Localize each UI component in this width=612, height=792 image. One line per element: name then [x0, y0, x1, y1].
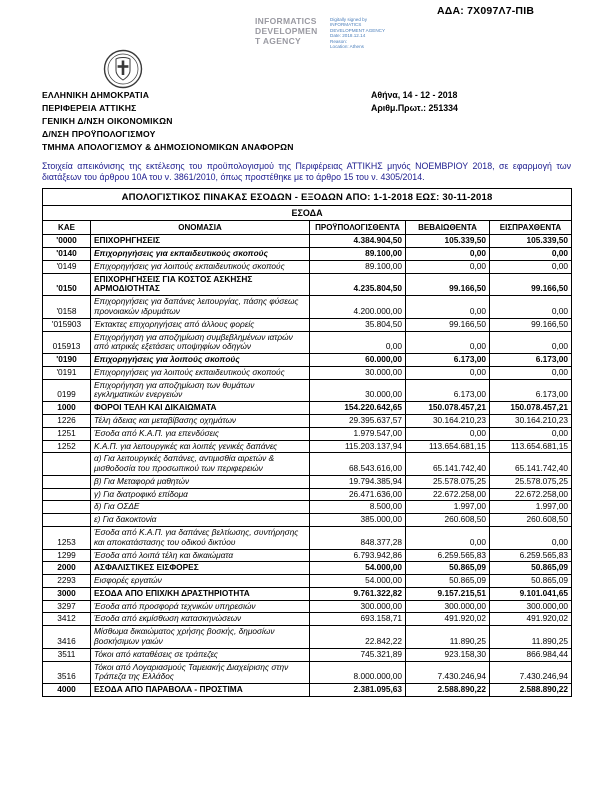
table-body [43, 235, 572, 697]
name-cell: Έσοδα από προσφορά τεχνικών υπηρεσιών [91, 600, 310, 613]
name-cell: Επιχορήγηση για αποζημίωση συμβεβλημένων ιατρών από ιατρικές εξετάσεις υποψηφίων οδηγών [91, 331, 310, 354]
certified-cell: 99.166,50 [406, 273, 490, 296]
table-row [43, 331, 572, 354]
name-cell: Έσοδα από Κ.Α.Π. για δαπάνες βελτίωσης, συντήρησης και αποκατάστασης του οδικού δικτύου [91, 527, 310, 550]
certified-cell: 0,00 [406, 331, 490, 354]
kae-cell: '0190 [43, 354, 91, 367]
certified-cell: 65.141.742,40 [406, 453, 490, 476]
collected-cell: 50.865,09 [490, 575, 572, 588]
issuer-line-directorate: Δ/ΝΣΗ ΠΡΟΫΠΟΛΟΓΙΣΜΟΥ [42, 129, 156, 139]
budgeted-cell: 4.384.904,50 [310, 235, 406, 248]
kae-cell: '015903 [43, 318, 91, 331]
name-cell: ΑΣΦΑΛΙΣΤΙΚΕΣ ΕΙΣΦΟΡΕΣ [91, 562, 310, 575]
collected-cell: 1.997,00 [490, 501, 572, 514]
stamp-signature-details [330, 16, 408, 49]
table-row [43, 318, 572, 331]
certified-cell: 50.865,09 [406, 562, 490, 575]
budgeted-cell: 26.471.636,00 [310, 488, 406, 501]
collected-cell: 105.339,50 [490, 235, 572, 248]
issuer-line-department: ΤΜΗΜΑ ΑΠΟΛΟΓΙΣΜΟΥ & ΔΗΜΟΣΙΟΝΟΜΙΚΩΝ ΑΝΑΦΟΡΩΝ [42, 142, 294, 152]
table-row [43, 414, 572, 427]
table-row [43, 613, 572, 626]
issuer-block [42, 89, 294, 154]
table-row [43, 235, 572, 248]
budgeted-cell: 2.381.095,63 [310, 684, 406, 697]
certified-cell: 150.078.457,21 [406, 402, 490, 415]
name-cell: ΦΟΡΟΙ ΤΕΛΗ ΚΑΙ ΔΙΚΑΙΩΜΑΤΑ [91, 402, 310, 415]
name-cell: δ) Για ΟΣΔΕ [91, 501, 310, 514]
table-row [43, 562, 572, 575]
certified-cell: 50.865,09 [406, 575, 490, 588]
table-row [43, 440, 572, 453]
collected-cell: 25.578.075,25 [490, 475, 572, 488]
collected-cell: 99.166,50 [490, 273, 572, 296]
certified-cell: 0,00 [406, 527, 490, 550]
budgeted-cell: 30.000,00 [310, 379, 406, 402]
kae-cell [43, 501, 91, 514]
name-cell: Εισφορές εργατών [91, 575, 310, 588]
issuer-line-region: ΠΕΡΙΦΕΡΕΙΑ ΑΤΤΙΚΗΣ [42, 103, 137, 113]
certified-cell: 0,00 [406, 260, 490, 273]
name-cell: α) Για λειτουργικές δαπάνες, αντιμισθία αιρετών & μισθοδοσία του προσωπικού των περιφερειών [91, 453, 310, 476]
kae-cell: '0158 [43, 296, 91, 319]
hellenic-republic-emblem-icon [103, 49, 143, 89]
table-row [43, 514, 572, 527]
collected-cell: 0,00 [490, 366, 572, 379]
kae-cell: 3000 [43, 587, 91, 600]
stamp-detail-line: Date: 2018.12.14 [330, 33, 366, 39]
budgeted-cell: 30.000,00 [310, 366, 406, 379]
kae-cell: '0150 [43, 273, 91, 296]
kae-cell [43, 475, 91, 488]
name-cell: Έσοδα από εκμίσθωση κατασκηνώσεων [91, 613, 310, 626]
collected-cell: 0,00 [490, 427, 572, 440]
table-row [43, 626, 572, 649]
collected-cell: 7.430.246,94 [490, 661, 572, 684]
budgeted-cell: 68.543.616,00 [310, 453, 406, 476]
certified-cell: 923.158,30 [406, 648, 490, 661]
name-cell: Κ.Α.Π. για λειτουργικές και λοιπές γενικές δαπάνες [91, 440, 310, 453]
name-cell: Επιχορηγήσεις για λοιπούς εκπαιδευτικούς σκοπούς [91, 366, 310, 379]
budgeted-cell: 4.235.804,50 [310, 273, 406, 296]
table-row [43, 379, 572, 402]
budgeted-cell: 8.000.000,00 [310, 661, 406, 684]
table-header-row [43, 220, 572, 234]
kae-cell: 1253 [43, 527, 91, 550]
kae-cell: 3516 [43, 661, 91, 684]
collected-cell: 300.000,00 [490, 600, 572, 613]
budgeted-cell: 1.979.547,00 [310, 427, 406, 440]
stamp-agency-line: DEVELOPMEN [255, 26, 318, 36]
intro-paragraph: Στοιχεία απεικόνισης της εκτέλεσης του προϋπολογισμού της Περιφέρειας ΑΤΤΙΚΗΣ μηνός ΝΟΕΜΒΡΙΟΥ 2018, σε εφαρμογή των διατάξεων του άρθρου 10Α του ν. 3861/2010, όπως προστέθηκε με το άρθρο 15 του ν. 4305/2014. [42, 161, 571, 182]
kae-cell [43, 488, 91, 501]
name-cell: ΕΠΙΧΟΡΗΓΗΣΕΙΣ [91, 235, 310, 248]
kae-cell: 1299 [43, 549, 91, 562]
kae-cell: 3511 [43, 648, 91, 661]
name-cell: Επιχορηγήσεις για δαπάνες λειτουργίας, πάσης φύσεως προνοιακών ιδρυμάτων [91, 296, 310, 319]
budgeted-cell: 0,00 [310, 331, 406, 354]
collected-cell: 30.164.210,23 [490, 414, 572, 427]
kae-cell: 2293 [43, 575, 91, 588]
table-row [43, 475, 572, 488]
table-row [43, 648, 572, 661]
protocol-number: Αριθμ.Πρωτ.: 251334 [371, 103, 458, 113]
budgeted-cell: 115.203.137,94 [310, 440, 406, 453]
name-cell: Επιχορηγήσεις για εκπαιδευτικούς σκοπούς [91, 248, 310, 261]
collected-cell: 65.141.742,40 [490, 453, 572, 476]
kae-cell: 0199 [43, 379, 91, 402]
collected-cell: 6.173,00 [490, 379, 572, 402]
table-row [43, 273, 572, 296]
collected-cell: 22.672.258,00 [490, 488, 572, 501]
name-cell: Έκτακτες επιχορηγήσεις από άλλους φορείς [91, 318, 310, 331]
kae-cell: 4000 [43, 684, 91, 697]
kae-cell: 1226 [43, 414, 91, 427]
table-row [43, 296, 572, 319]
budgeted-cell: 385.000,00 [310, 514, 406, 527]
name-cell: Επιχορηγήσεις για λοιπούς εκπαιδευτικούς σκοπούς [91, 260, 310, 273]
collected-cell: 260.608,50 [490, 514, 572, 527]
certified-cell: 25.578.075,25 [406, 475, 490, 488]
certified-cell: 6.173,00 [406, 379, 490, 402]
col-header-certified: ΒΕΒΑΙΩΘΕΝΤΑ [406, 220, 490, 234]
certified-cell: 99.166,50 [406, 318, 490, 331]
table-row [43, 527, 572, 550]
table-row [43, 549, 572, 562]
stamp-agency-name [255, 16, 327, 49]
kae-cell: 2000 [43, 562, 91, 575]
table-row [43, 354, 572, 367]
collected-cell: 866.984,44 [490, 648, 572, 661]
kae-cell: 015913 [43, 331, 91, 354]
name-cell: Έσοδα από Κ.Α.Π. για επενδύσεις [91, 427, 310, 440]
collected-cell: 6.259.565,83 [490, 549, 572, 562]
budgeted-cell: 848.377,28 [310, 527, 406, 550]
budgeted-cell: 89.100,00 [310, 248, 406, 261]
name-cell: Τέλη άδειας και μεταβίβασης οχημάτων [91, 414, 310, 427]
collected-cell: 2.588.890,22 [490, 684, 572, 697]
certified-cell: 9.157.215,51 [406, 587, 490, 600]
certified-cell: 7.430.246,94 [406, 661, 490, 684]
certified-cell: 491.920,02 [406, 613, 490, 626]
kae-cell: 1000 [43, 402, 91, 415]
budgeted-cell: 300.000,00 [310, 600, 406, 613]
budgeted-cell: 4.200.000,00 [310, 296, 406, 319]
collected-cell: 150.078.457,21 [490, 402, 572, 415]
certified-cell: 1.997,00 [406, 501, 490, 514]
name-cell: Μίσθωμα δικαιώματος χρήσης βοσκής, δημοσίων βοσκήσιμων γαιών [91, 626, 310, 649]
collected-cell: 491.920,02 [490, 613, 572, 626]
collected-cell: 0,00 [490, 331, 572, 354]
stamp-detail-line: Location: Athens [330, 44, 364, 50]
name-cell: ΕΠΙΧΟΡΗΓΗΣΕΙΣ ΓΙΑ ΚΟΣΤΟΣ ΑΣΚΗΣΗΣ ΑΡΜΟΔΙΟΤΗΤΑΣ [91, 273, 310, 296]
kae-cell: '0000 [43, 235, 91, 248]
ada-number: ΑΔΑ: 7Χ097Λ7-ΠΙΒ [437, 5, 535, 17]
issue-date: Αθήνα, 14 - 12 - 2018 [371, 90, 458, 100]
collected-cell: 0,00 [490, 248, 572, 261]
certified-cell: 105.339,50 [406, 235, 490, 248]
table-row [43, 587, 572, 600]
table-section-row [43, 206, 572, 221]
certified-cell: 6.173,00 [406, 354, 490, 367]
table-row [43, 661, 572, 684]
budgeted-cell: 8.500,00 [310, 501, 406, 514]
table-row [43, 600, 572, 613]
budgeted-cell: 745.321,89 [310, 648, 406, 661]
name-cell: ε) Για δακοκτονία [91, 514, 310, 527]
col-header-name: ΟΝΟΜΑΣΙΑ [91, 220, 310, 234]
budgeted-cell: 89.100,00 [310, 260, 406, 273]
table-row [43, 684, 572, 697]
kae-cell: '0140 [43, 248, 91, 261]
collected-cell: 0,00 [490, 296, 572, 319]
certified-cell: 11.890,25 [406, 626, 490, 649]
table-title: ΑΠΟΛΟΓΙΣΤΙΚΟΣ ΠΙΝΑΚΑΣ ΕΣΟΔΩΝ - ΕΞΟΔΩΝ ΑΠΟ: 1-1-2018 ΕΩΣ: 30-11-2018 [43, 189, 572, 206]
kae-cell: 1251 [43, 427, 91, 440]
date-protocol-block [371, 89, 458, 115]
table-row [43, 427, 572, 440]
budgeted-cell: 9.761.322,82 [310, 587, 406, 600]
digital-signature-stamp [255, 16, 411, 49]
revenue-table [42, 188, 572, 697]
kae-cell [43, 514, 91, 527]
table-row [43, 260, 572, 273]
col-header-budgeted: ΠΡΟΫΠΟΛΟΓΙΣΘΕΝΤΑ [310, 220, 406, 234]
table-row [43, 366, 572, 379]
name-cell: ΕΣΟΔΑ ΑΠΟ ΠΑΡΑΒΟΛΑ - ΠΡΟΣΤΙΜΑ [91, 684, 310, 697]
name-cell: Τόκοι από Λογαριασμούς Ταμειακής Διαχείρισης στην Τράπεζα της Ελλάδος [91, 661, 310, 684]
collected-cell: 0,00 [490, 260, 572, 273]
certified-cell: 6.259.565,83 [406, 549, 490, 562]
collected-cell: 6.173,00 [490, 354, 572, 367]
collected-cell: 99.166,50 [490, 318, 572, 331]
certified-cell: 300.000,00 [406, 600, 490, 613]
table-row [43, 248, 572, 261]
budgeted-cell: 60.000,00 [310, 354, 406, 367]
budgeted-cell: 29.395.637,57 [310, 414, 406, 427]
name-cell: β) Για Μεταφορά μαθητών [91, 475, 310, 488]
kae-cell: 1252 [43, 440, 91, 453]
certified-cell: 22.672.258,00 [406, 488, 490, 501]
kae-cell: '0149 [43, 260, 91, 273]
table-section-label: ΕΣΟΔΑ [43, 206, 572, 221]
name-cell: Επιχορήγηση για αποζημίωση των θυμάτων εγκληματικών ενεργειών [91, 379, 310, 402]
collected-cell: 50.865,09 [490, 562, 572, 575]
name-cell: γ) Για διατροφικό επίδομα [91, 488, 310, 501]
collected-cell: 9.101.041,65 [490, 587, 572, 600]
budgeted-cell: 22.842,22 [310, 626, 406, 649]
stamp-detail-line: Reason: [330, 38, 348, 44]
certified-cell: 113.654.681,15 [406, 440, 490, 453]
certified-cell: 0,00 [406, 248, 490, 261]
budgeted-cell: 54.000,00 [310, 562, 406, 575]
certified-cell: 0,00 [406, 427, 490, 440]
budgeted-cell: 6.793.942,86 [310, 549, 406, 562]
collected-cell: 11.890,25 [490, 626, 572, 649]
name-cell: ΕΣΟΔΑ ΑΠΟ ΕΠΙΧ/ΚΗ ΔΡΑΣΤΗΡΙΟΤΗΤΑ [91, 587, 310, 600]
table-title-row [43, 189, 572, 206]
budgeted-cell: 693.158,71 [310, 613, 406, 626]
budgeted-cell: 54.000,00 [310, 575, 406, 588]
table-row [43, 488, 572, 501]
kae-cell: 3412 [43, 613, 91, 626]
kae-cell: '0191 [43, 366, 91, 379]
col-header-kae: ΚΑΕ [43, 220, 91, 234]
table-row [43, 575, 572, 588]
budgeted-cell: 154.220.642,65 [310, 402, 406, 415]
col-header-collected: ΕΙΣΠΡΑΧΘΕΝΤΑ [490, 220, 572, 234]
stamp-detail-line: INFORMATICS [330, 22, 362, 28]
issuer-line-republic: ΕΛΛΗΝΙΚΗ ΔΗΜΟΚΡΑΤΙΑ [42, 90, 150, 100]
certified-cell: 0,00 [406, 366, 490, 379]
table-row [43, 501, 572, 514]
name-cell: Τόκοι από καταθέσεις σε τράπεζες [91, 648, 310, 661]
table-row [43, 453, 572, 476]
budgeted-cell: 35.804,50 [310, 318, 406, 331]
kae-cell: 3416 [43, 626, 91, 649]
issuer-line-general-directorate: ΓΕΝΙΚΗ Δ/ΝΣΗ ΟΙΚΟΝΟΜΙΚΩΝ [42, 116, 173, 126]
collected-cell: 113.654.681,15 [490, 440, 572, 453]
stamp-agency-line: INFORMATICS [255, 16, 317, 26]
certified-cell: 0,00 [406, 296, 490, 319]
budgeted-cell: 19.794.385,94 [310, 475, 406, 488]
stamp-detail-line: Digitally signed by [330, 17, 368, 22]
name-cell: Έσοδα από λοιπά τέλη και δικαιώματα [91, 549, 310, 562]
certified-cell: 260.608,50 [406, 514, 490, 527]
table-row [43, 402, 572, 415]
kae-cell [43, 453, 91, 476]
certified-cell: 30.164.210,23 [406, 414, 490, 427]
kae-cell: 3297 [43, 600, 91, 613]
stamp-detail-line: DEVELOPMENT AGENCY [330, 27, 386, 33]
stamp-agency-line: T AGENCY [255, 36, 302, 46]
name-cell: Επιχορηγήσεις για λοιπούς σκοπούς [91, 354, 310, 367]
collected-cell: 0,00 [490, 527, 572, 550]
certified-cell: 2.588.890,22 [406, 684, 490, 697]
